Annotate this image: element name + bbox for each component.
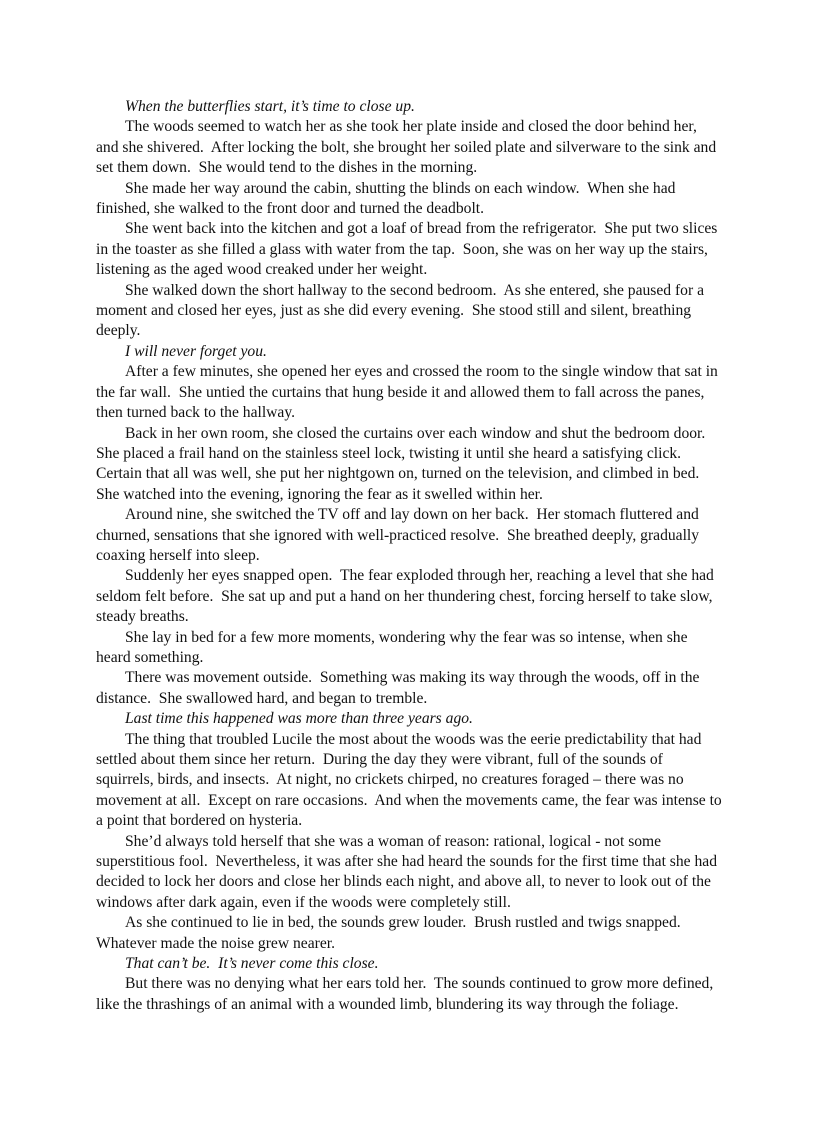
paragraph: As she continued to lie in bed, the sounds grew louder. Brush rustled and twigs snapped. Whatever made the noise grew nearer.: [96, 914, 689, 952]
paragraph: She lay in bed for a few more moments, wondering why the fear was so intense, when she heard something.: [96, 628, 692, 666]
paragraph: But there was no denying what her ears told her. The sounds continued to grow more defined, like the thrashings of an animal with a wounded limb, blundering its way through the foliage.: [96, 975, 718, 1013]
paragraph: She made her way around the cabin, shutting the blinds on each window. When she had finished, she walked to the front door and turned the deadbolt.: [96, 179, 680, 218]
paragraph: Around nine, she switched the TV off and lay down on her back. Her stomach fluttered and churned, sensations that she ignored with well-practiced resolve. She breathed deeply, gradually coaxing herself into sleep.: [96, 506, 703, 564]
paragraph: The woods seemed to watch her as she took her plate inside and closed the door behind her, and she shivered. After locking the bolt, she brought her soiled plate and silverware to the sink and set them down. She would tend to the dishes in the morning.: [96, 118, 721, 177]
paragraph: The thing that troubled Lucile the most about the woods was the eerie predictability that had settled about them since her return. During the day they were vibrant, full of the sounds of squirrels, birds, and insects. At night, no crickets chirped, no creatures foraged – there was no movement at all. Except on rare occasions. And when the movements came, the fear was intense to a point that bordered on hysteria.: [96, 730, 726, 830]
body-text: [96, 97, 726, 1015]
paragraph: She went back into the kitchen and got a loaf of bread from the refrigerator. She put two slices in the toaster as she filled a glass with water from the tap. Soon, she was on her way up the stairs, listening as the aged wood creaked under her weight.: [96, 220, 722, 279]
paragraph: There was movement outside. Something was making its way through the woods, off in the distance. She swallowed hard, and began to tremble.: [96, 669, 704, 707]
paragraph-italic-thought: When the butterflies start, it’s time to close up.: [125, 98, 415, 115]
paragraph-italic-thought: Last time this happened was more than three years ago.: [125, 710, 473, 728]
paragraph: She’d always told herself that she was a woman of reason: rational, logical - not some superstitious fool. Nevertheless, it was after she had heard the sounds for the first time that she had decided to lock her doors and close her blinds each night, and above all, to never to look out of the windows after dark again, even if the woods were completely still.: [96, 832, 721, 911]
paragraph: She walked down the short hallway to the second bedroom. As she entered, she paused for a moment and closed her eyes, just as she did every evening. She stood still and silent, breathing deeply.: [96, 281, 708, 340]
paragraph-italic-thought: That can’t be. It’s never come this close.: [125, 955, 379, 973]
paragraph-italic-thought: I will never forget you.: [125, 342, 267, 360]
paragraph: Back in her own room, she closed the curtains over each window and shut the bedroom door. She placed a frail hand on the stainless steel lock, twisting it until she heard a satisfying click. Certain that all was well, she put her nightgown on, turned on the television, and climbed in bed. She watched into the evening, ignoring the fear as it swelled within her.: [96, 424, 714, 503]
paragraph: After a few minutes, she opened her eyes and crossed the room to the single window that sat in the far wall. She untied the curtains that hung beside it and allowed them to fall across the panes, then turned back to the hallway.: [96, 363, 722, 422]
paragraph: Suddenly her eyes snapped open. The fear exploded through her, reaching a level that she had seldom felt before. She sat up and put a hand on her thundering chest, forcing herself to take slow, steady breaths.: [96, 567, 718, 626]
